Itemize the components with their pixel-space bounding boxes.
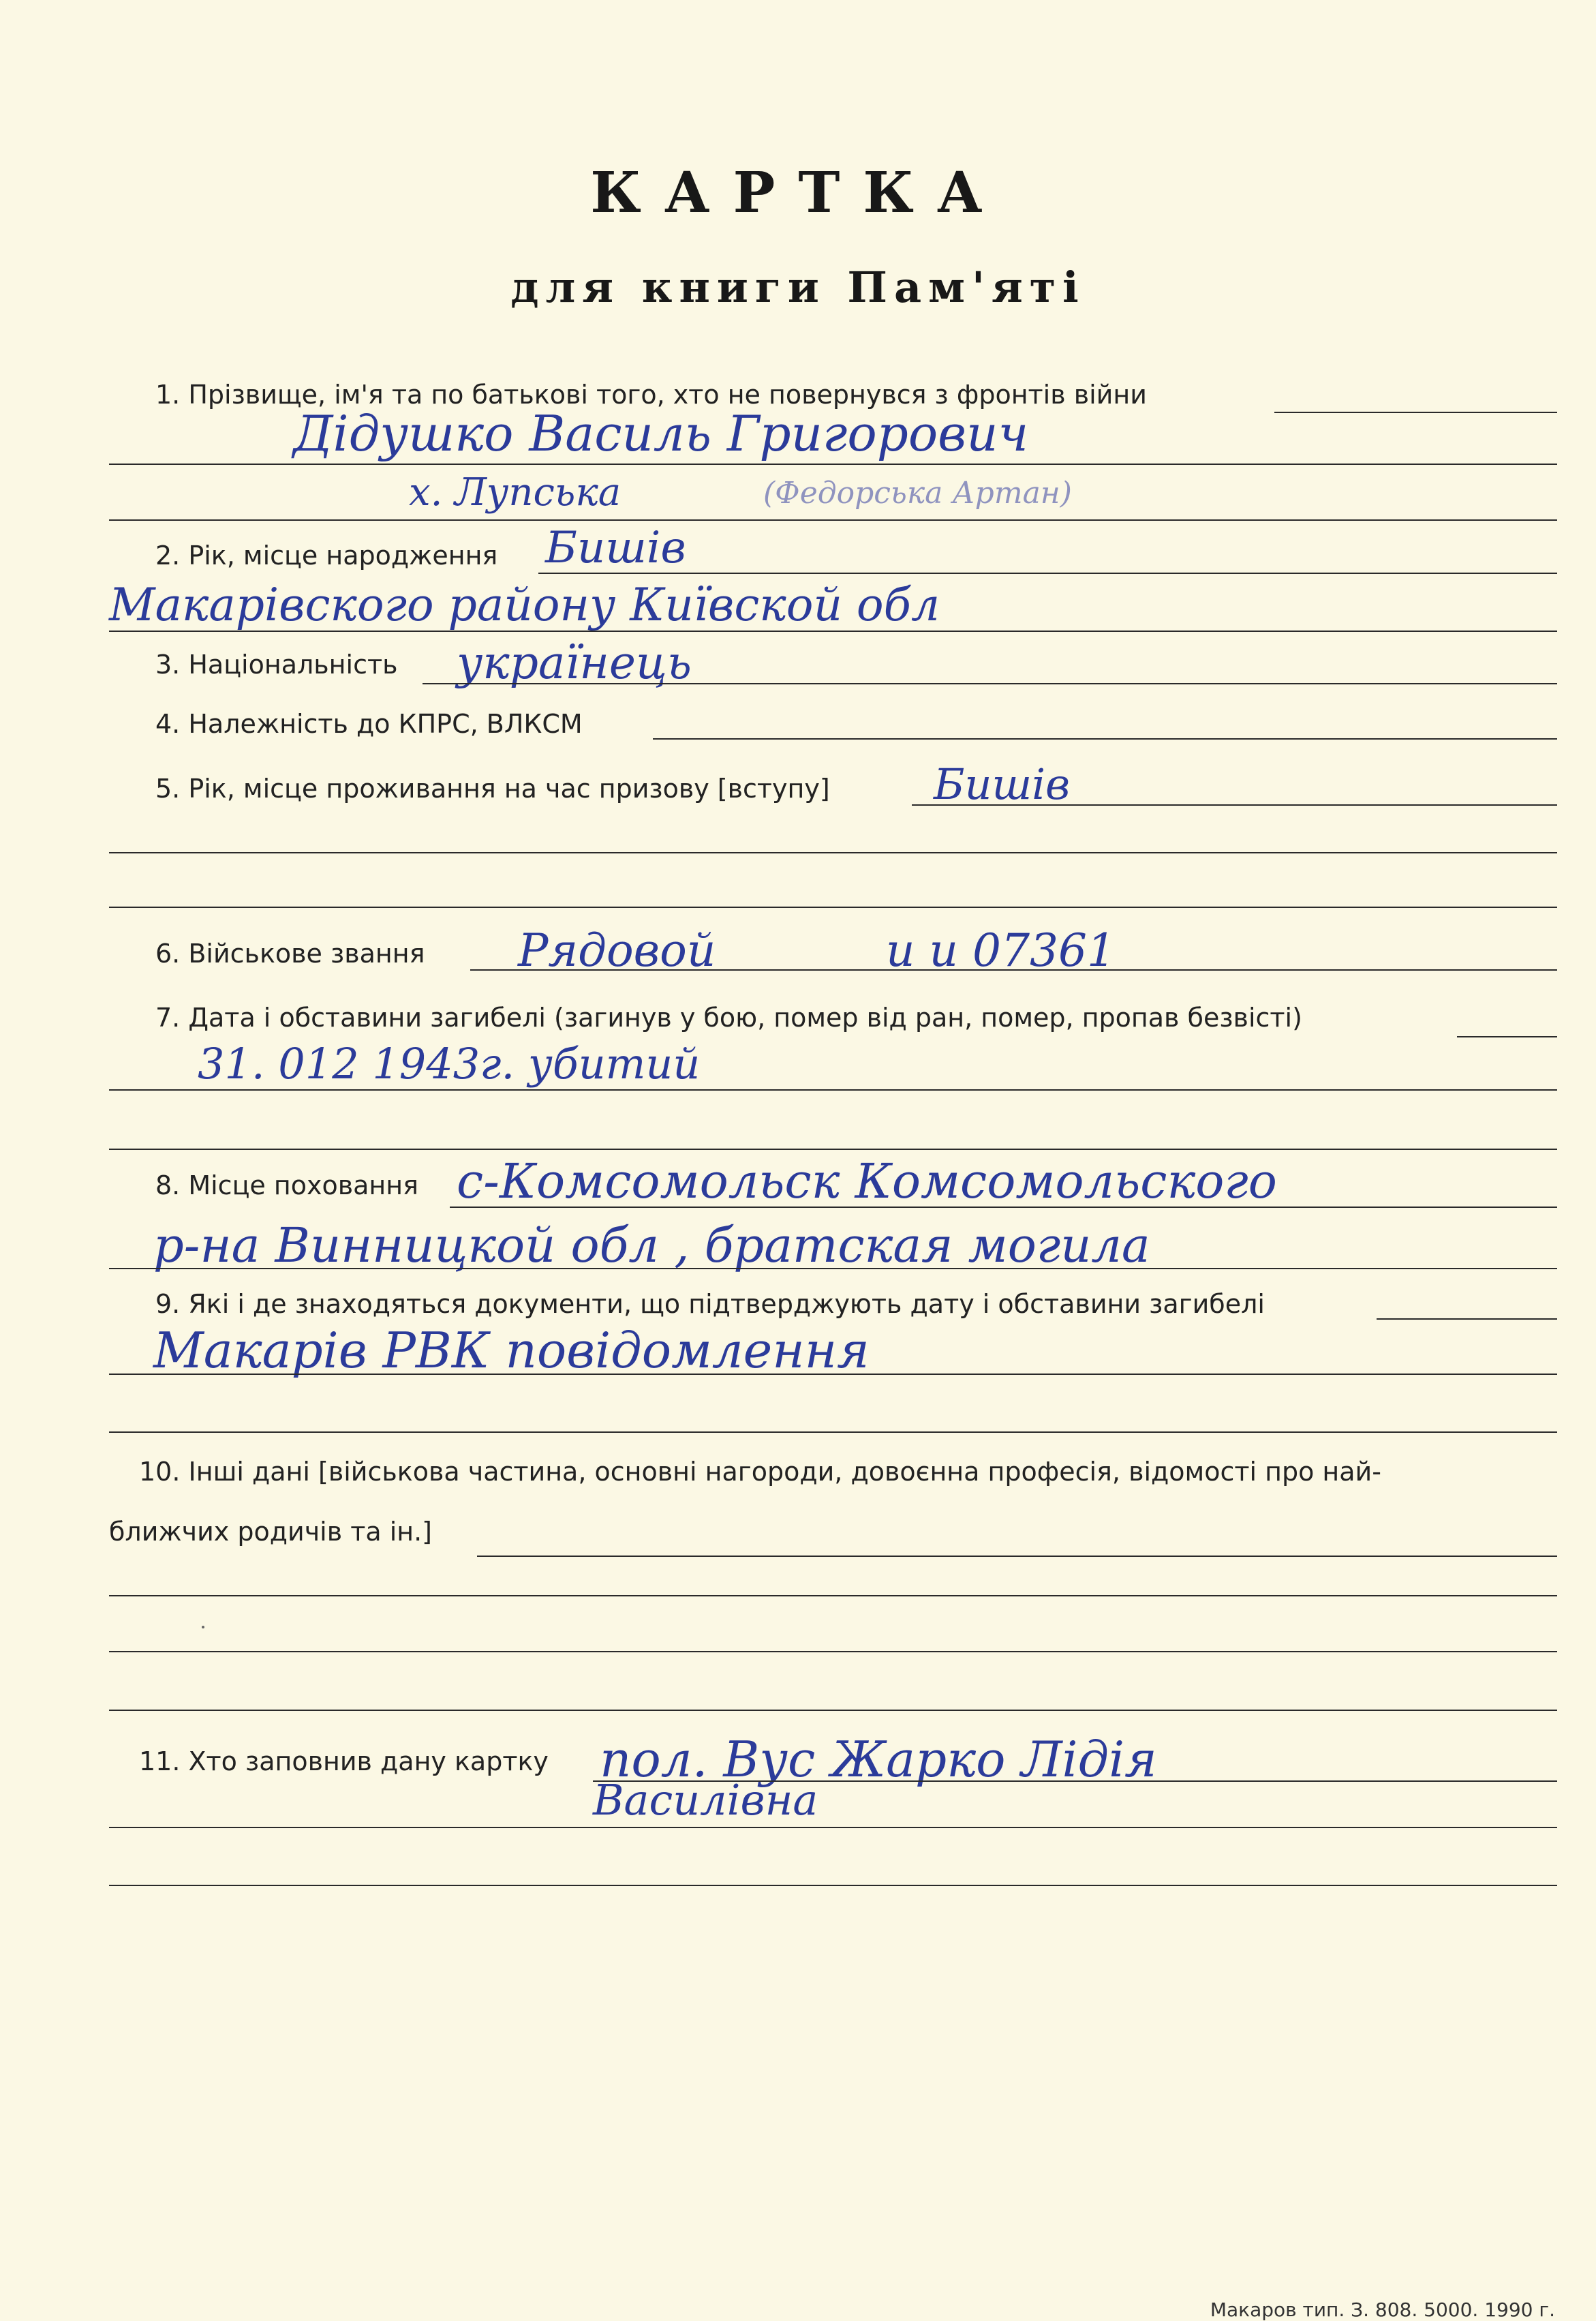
field-6-rule <box>470 969 1557 971</box>
field-7-rule-a <box>1457 1036 1557 1037</box>
field-9-value: Макарів РВК повідомлення <box>153 1322 870 1379</box>
field-8-value-village: с-Комсомольск Комсомольского <box>457 1153 1277 1209</box>
paper-speck <box>202 1626 204 1628</box>
field-9-rule-b <box>109 1374 1557 1375</box>
field-11-value-patronymic: Василівна <box>593 1775 818 1825</box>
field-7-label: 7. Дата і обставини загибелі (загинув у бою, помер від ран, помер, пропав безвісті) <box>155 1003 1302 1033</box>
printer-imprint: Макаров тип. З. 808. 5000. 1990 г. <box>1210 2299 1555 2321</box>
field-3-value: українець <box>457 637 692 689</box>
field-5-label: 5. Рік, місце проживання на час призову [вступу] <box>155 774 830 804</box>
field-6-value-rank: Рядовой <box>518 924 716 977</box>
field-1-value-note: (Федорська Артан) <box>763 476 1072 511</box>
field-10-rule-b <box>109 1595 1557 1596</box>
field-4-rule <box>653 738 1557 740</box>
field-5-rule-b <box>109 852 1557 853</box>
field-6-value-unit: и и 07361 <box>886 924 1116 977</box>
field-2-value-village: Бишів <box>545 523 686 573</box>
field-8-rule-a <box>450 1207 1557 1208</box>
field-1-label: 1. Прізвище, ім'я та по батькові того, хто не повернувся з фронтів війни <box>155 380 1147 410</box>
field-10-label-line2: ближчих родичів та ін.] <box>109 1517 432 1547</box>
field-5-rule-c <box>109 907 1557 908</box>
card-title: КАРТКА <box>590 160 1006 226</box>
field-1-rule-a <box>1274 412 1557 413</box>
field-7-rule-b <box>109 1089 1557 1091</box>
field-11-rule-c <box>109 1885 1557 1886</box>
field-2-label: 2. Рік, місце народження <box>155 541 498 571</box>
field-1-value-name: Дідушко Василь Григорович <box>293 405 1029 462</box>
field-8-rule-b <box>109 1268 1557 1269</box>
field-7-value: 31. 012 1943г. убитий <box>198 1039 701 1089</box>
field-4-label: 4. Належність до КПРС, ВЛКСМ <box>155 709 583 739</box>
field-1-rule-b <box>109 464 1557 465</box>
field-9-rule-a <box>1377 1318 1557 1320</box>
field-5-value: Бишів <box>934 759 1071 809</box>
card-subtitle: для книги Пам'яті <box>510 262 1086 312</box>
field-1-value-place: х. Лупська <box>409 470 621 515</box>
field-3-rule <box>423 683 1557 684</box>
field-10-rule-d <box>109 1710 1557 1711</box>
field-11-value-name: пол. Вус Жарко Лідія <box>600 1731 1157 1788</box>
field-2-rule-a <box>538 573 1557 574</box>
field-8-value-district: р-на Винницкой обл , братская могила <box>153 1217 1150 1273</box>
field-2-rule-b <box>109 631 1557 632</box>
field-9-rule-c <box>109 1431 1557 1433</box>
field-10-label-line1: 10. Інші дані [військова частина, основні нагороди, довоєнна професія, відомості про най- <box>139 1457 1381 1487</box>
field-11-rule-b <box>109 1827 1557 1828</box>
field-3-label: 3. Національність <box>155 650 398 680</box>
field-1-rule-c <box>109 519 1557 521</box>
field-10-rule-a <box>477 1556 1557 1557</box>
field-7-rule-c <box>109 1149 1557 1150</box>
field-2-value-district: Макарівского району Київской обл <box>109 579 940 631</box>
field-10-rule-c <box>109 1651 1557 1652</box>
field-11-label: 11. Хто заповнив дану картку <box>139 1746 549 1776</box>
field-6-label: 6. Військове звання <box>155 939 425 969</box>
field-9-label: 9. Які і де знаходяться документи, що підтверджують дату і обставини загибелі <box>155 1289 1265 1319</box>
field-5-rule-a <box>912 804 1557 806</box>
field-8-label: 8. Місце поховання <box>155 1170 418 1200</box>
